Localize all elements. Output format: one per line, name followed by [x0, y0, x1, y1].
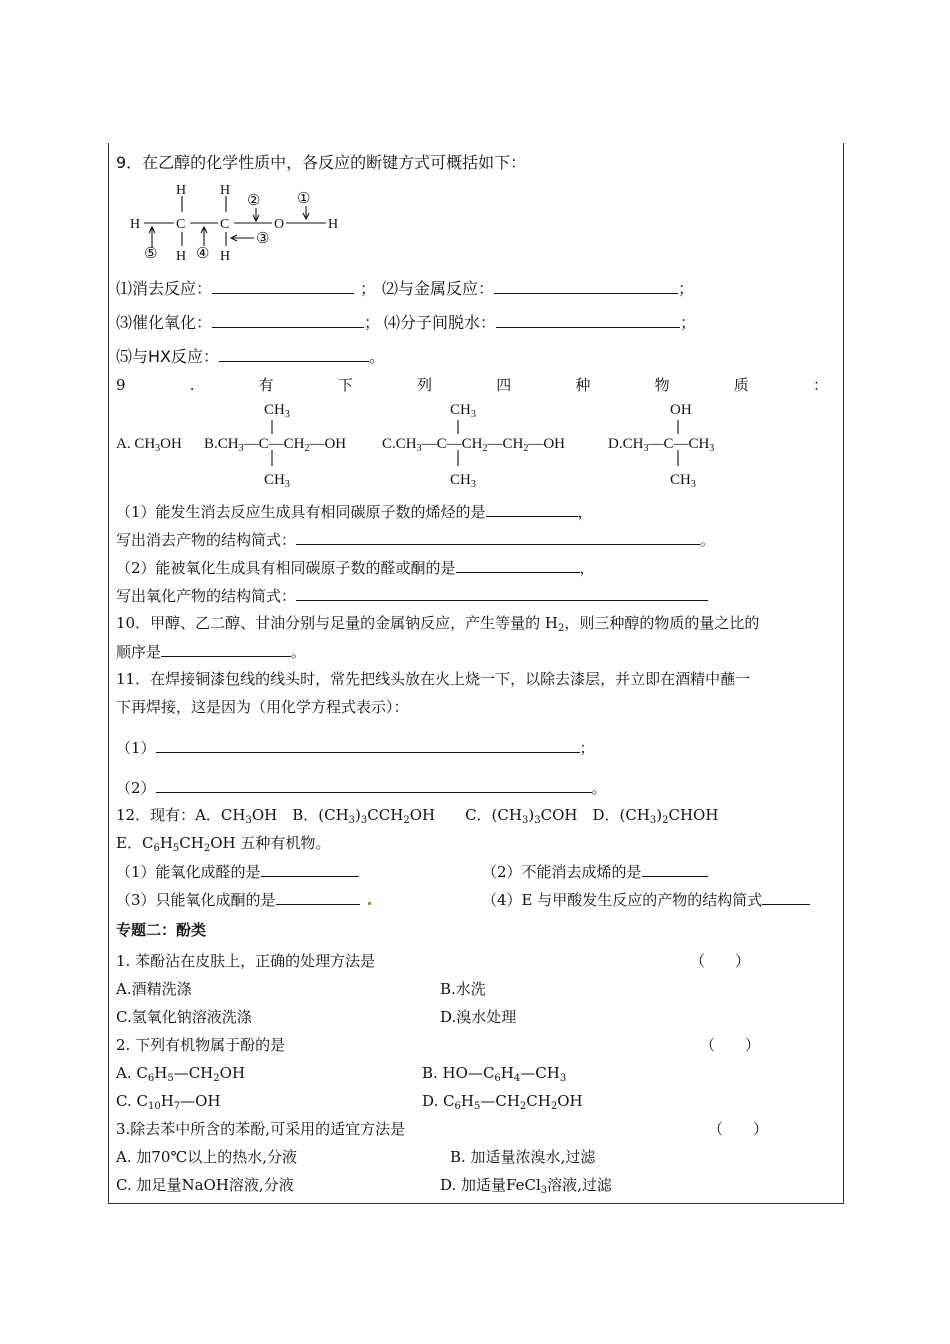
answer-blank[interactable] — [494, 279, 678, 294]
atom-h: H — [130, 217, 141, 232]
p1-option-a[interactable]: A.酒精洗涤 — [116, 980, 192, 998]
bond-label-5: ⑤ — [144, 246, 158, 262]
four-alcohols-structures — [112, 398, 742, 490]
answer-blank[interactable] — [456, 558, 580, 573]
p1-option-b[interactable]: B.水洗 — [440, 980, 486, 998]
p3-option-a[interactable]: A. 加70℃以上的热水,分液 — [116, 1148, 298, 1166]
p1-stem: 1. 苯酚沾在皮肤上，正确的处理方法是 — [116, 952, 376, 970]
answer-blank[interactable] — [762, 890, 810, 905]
q11-answer1: （1） ； — [116, 739, 595, 757]
atom-c: C — [220, 217, 230, 232]
compound-a: A. $CH_3OH$ — [116, 436, 182, 454]
q10-line2: 顺序是 。 — [116, 643, 307, 661]
q9a-line2: ⑶催化氧化： ； ⑷分子间脱水： ； — [116, 313, 697, 332]
q9b-sub4: 写出氧化产物的结构简式： — [116, 586, 708, 605]
q9a-stem: 9．在乙醇的化学性质中，各反应的断键方式可概括如下： — [116, 153, 527, 172]
speck — [368, 902, 371, 905]
answer-blank[interactable] — [642, 862, 708, 877]
ethanol-bond-diagram — [124, 178, 354, 268]
q9b-sub1: （1）能发生消去反应生成具有相同碳原子数的烯烃的是 ， — [116, 503, 593, 521]
p2-option-a[interactable]: A. $C_6H_5—CH_2OH$ — [116, 1064, 246, 1084]
p2-option-b[interactable]: B. $HO—C_6H_4—CH_3$ — [422, 1064, 567, 1084]
p2-option-d[interactable]: D. $C_6H_5—CH_2CH_2OH$ — [422, 1092, 583, 1112]
q9b-sub3: （2）能被氧化生成具有相同碳原子数的醛或酮的是 ， — [116, 559, 595, 577]
bond-label-1: ① — [297, 191, 311, 207]
q11-answer2: （2） 。 — [116, 779, 607, 797]
answer-blank[interactable] — [496, 313, 680, 328]
compound-c-bottom: $CH_3$ — [450, 472, 476, 490]
answer-blank[interactable] — [486, 502, 578, 517]
q12-sub3: （3）只能氧化成酮的是 — [116, 890, 371, 909]
p2-option-c[interactable]: C. $C_{10}H_7—OH$ — [116, 1092, 221, 1112]
q9b-sub2: 写出消去产物的结构简式： 。 — [116, 531, 716, 549]
p3-option-c[interactable]: C. 加足量NaOH溶液,分液 — [116, 1176, 294, 1194]
atom-c: C — [176, 217, 186, 232]
q11-line2: 下再焊接，这是因为（用化学方程式表示）： — [116, 698, 409, 716]
q9a-line1: ⑴消去反应： ； ⑵与金属反应： ； — [116, 279, 695, 298]
answer-blank[interactable] — [156, 738, 580, 753]
p1-option-d[interactable]: D.溴水处理 — [440, 1008, 517, 1026]
answer-blank[interactable] — [219, 347, 369, 362]
q12-line2: E．$C_6H_5CH_2OH$ 五种有机物。 — [116, 834, 331, 854]
answer-blank[interactable] — [161, 642, 291, 657]
compound-d-bottom: $CH_3$ — [670, 472, 696, 490]
answer-blank[interactable] — [212, 279, 354, 294]
answer-blank[interactable] — [296, 586, 708, 601]
answer-blank[interactable] — [276, 890, 360, 905]
section-title: 专题二：酚类 — [116, 921, 207, 939]
compound-d-top: OH — [670, 402, 692, 418]
answer-paren[interactable]: （ ） — [700, 1036, 761, 1054]
p2-stem: 2. 下列有机物属于酚的是 — [116, 1036, 286, 1054]
p3-option-d[interactable]: D. 加适量FeCl$_3$溶液,过滤 — [440, 1176, 612, 1196]
atom-h: H — [328, 217, 339, 232]
q9a-line3: ⑸与HX反应： 。 — [116, 347, 386, 366]
q12-sub4: （4）E 与甲酸发生反应的产物的结构简式 — [482, 890, 810, 909]
compound-b-bottom: $CH_3$ — [264, 472, 290, 490]
p1-option-c[interactable]: C.氢氧化钠溶液洗涤 — [116, 1008, 252, 1026]
compound-c-main: $C.CH_3—C—CH_2—CH_2—OH$ — [382, 436, 565, 454]
atom-h: H — [176, 183, 187, 198]
answer-paren[interactable]: （ ） — [690, 952, 751, 970]
q12-sub1: （1）能氧化成醛的是 — [116, 862, 359, 881]
answer-blank[interactable] — [296, 530, 700, 545]
q12-sub2: （2）不能消去成烯的是 — [482, 862, 708, 881]
q9b-stem: 9 . 有 下 列 四 种 物 质 ： — [116, 376, 828, 394]
compound-d-main: $D.CH_3—C—CH_3$ — [608, 436, 715, 454]
p3-stem: 3.除去苯中所含的苯酚,可采用的适宜方法是 — [116, 1120, 406, 1138]
atom-h: H — [176, 249, 187, 264]
atom-h: H — [220, 249, 231, 264]
atom-h: H — [220, 183, 231, 198]
p3-option-b[interactable]: B. 加适量浓溴水,过滤 — [450, 1148, 596, 1166]
q10-line1: 10．甲醇、乙二醇、甘油分别与足量的金属钠反应，产生等量的 $H_2$，则三种醇的物质的量之比的 — [116, 614, 760, 634]
bond-label-3: ③ — [256, 231, 270, 247]
q12-line1: 12．现有：A．$CH_3OH$ B．$(CH_3)_3CCH_2OH$ C．$(CH_3)_3COH$ D．$(CH_3)_2CHOH$ — [116, 806, 719, 826]
bond-label-4: ④ — [196, 246, 210, 262]
answer-blank[interactable] — [261, 862, 359, 877]
bond-label-2: ② — [247, 193, 261, 209]
atom-o: O — [274, 217, 285, 232]
answer-paren[interactable]: （ ） — [708, 1120, 769, 1138]
compound-b-top: $CH_3$ — [264, 402, 290, 420]
compound-b-main: $B.CH_3—C—CH_2—OH$ — [204, 436, 347, 454]
compound-c-top: $CH_3$ — [450, 402, 476, 420]
q11-line1: 11．在焊接铜漆包线的线头时，常先把线头放在火上烧一下，以除去漆层，并立即在酒精中蘸一 — [116, 670, 751, 688]
answer-blank[interactable] — [156, 778, 592, 793]
answer-blank[interactable] — [212, 313, 364, 328]
